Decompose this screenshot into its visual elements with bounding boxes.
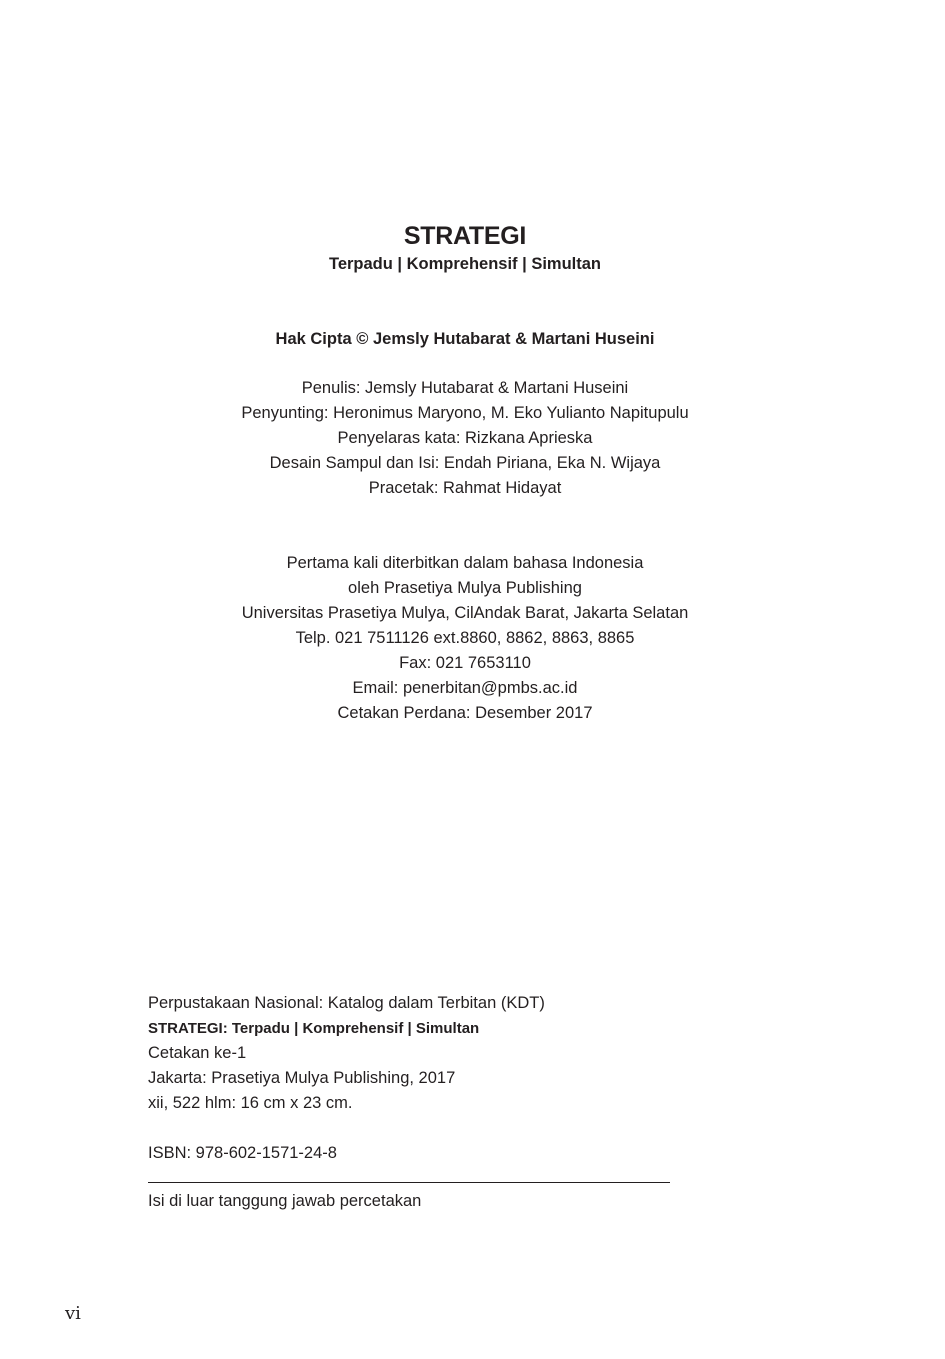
catalog-edition: Cetakan ke-1 [148, 1044, 247, 1062]
catalog-book-title: STRATEGI: Terpadu | Komprehensif | Simultan [148, 1020, 480, 1037]
credit-designer: Desain Sampul dan Isi: Endah Piriana, Eka N. Wijaya [269, 454, 661, 472]
book-title: STRATEGI [403, 222, 527, 250]
catalog-heading: Perpustakaan Nasional: Katalog dalam Terbitan (KDT) [148, 994, 545, 1012]
credit-copyeditor: Penyelaras kata: Rizkana Aprieska [337, 429, 593, 447]
publisher-line: oleh Prasetiya Mulya Publishing [348, 579, 582, 597]
page-number: vi [65, 1303, 81, 1324]
book-subtitle: Terpadu | Komprehensif | Simultan [328, 255, 602, 273]
catalog-spacer [148, 1116, 545, 1141]
publication-date: Cetakan Perdana: Desember 2017 [337, 704, 593, 722]
credit-editor: Penyunting: Heronimus Maryono, M. Eko Yulianto Napitupulu [241, 404, 689, 422]
catalog-physical-description: xii, 522 hlm: 16 cm x 23 cm. [148, 1094, 353, 1112]
copyright-notice: Hak Cipta © Jemsly Hutabarat & Martani Huseini [275, 330, 655, 348]
publisher-phone: Telp. 021 7511126 ext.8860, 8862, 8863, 8865 [295, 629, 635, 647]
catalog-publication: Jakarta: Prasetiya Mulya Publishing, 2017 [148, 1069, 456, 1087]
publisher-email: Email: penerbitan@pmbs.ac.id [352, 679, 578, 697]
divider-line [148, 1182, 670, 1183]
disclaimer: Isi di luar tanggung jawab percetakan [148, 1192, 422, 1210]
catalog-isbn: ISBN: 978-602-1571-24-8 [148, 1144, 337, 1162]
publisher-line: Pertama kali diterbitkan dalam bahasa Indonesia [286, 554, 644, 572]
credit-author: Penulis: Jemsly Hutabarat & Martani Huseini [301, 379, 629, 397]
catalog-block [148, 991, 545, 1166]
credits-block [0, 376, 930, 501]
publisher-address: Universitas Prasetiya Mulya, CilAndak Barat, Jakarta Selatan [241, 604, 689, 622]
publisher-fax: Fax: 021 7653110 [399, 654, 531, 672]
credit-prepress: Pracetak: Rahmat Hidayat [368, 479, 562, 497]
publisher-block [0, 551, 930, 726]
